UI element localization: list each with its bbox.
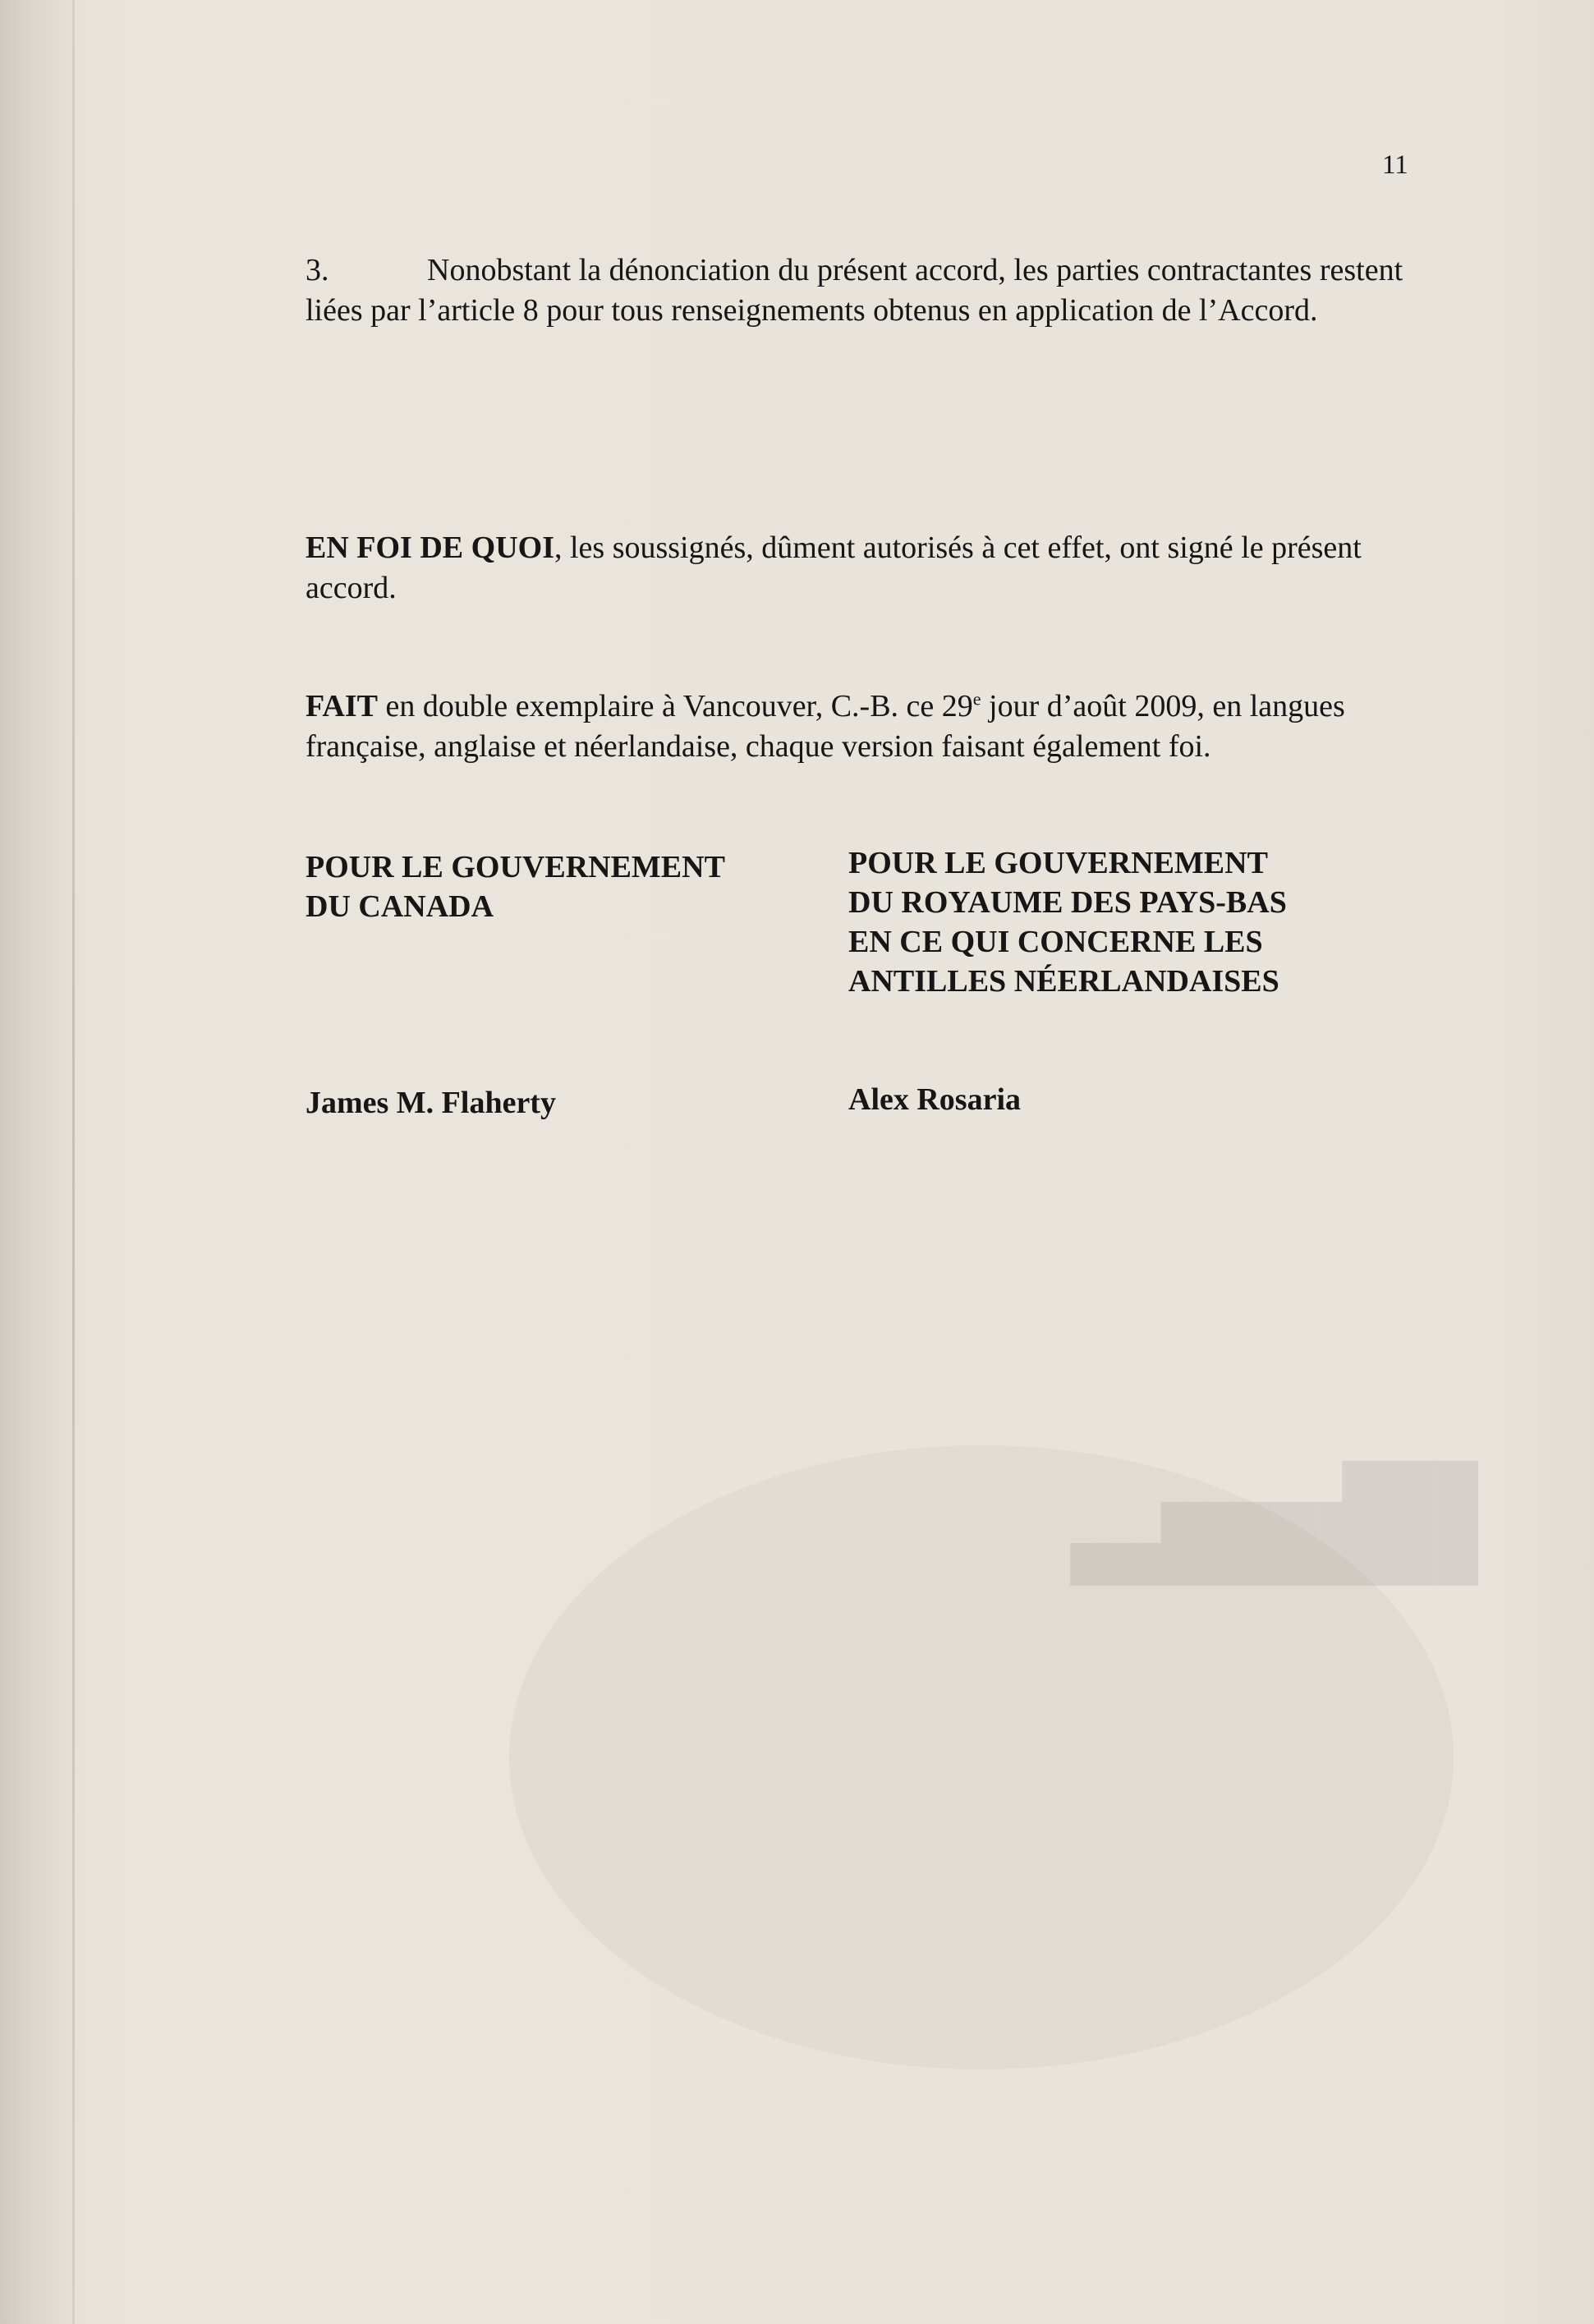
done-text-before: en double exemplaire à Vancouver, C.-B. ce 29: [377, 689, 973, 723]
show-through-ghost: ██████ ██████████████ ██████████████████: [1070, 1461, 1478, 1586]
signature-heading-line: DU CANADA: [305, 889, 494, 924]
clause-3: [305, 250, 1414, 331]
signature-block-netherlands: [848, 843, 1287, 1001]
signatory-name-canada: James M. Flaherty: [305, 1086, 556, 1120]
done-clause: [305, 687, 1414, 767]
signature-block-canada: [305, 847, 725, 926]
signature-heading-line: POUR LE GOUVERNEMENT: [305, 850, 725, 884]
signatory-name-netherlands: Alex Rosaria: [848, 1082, 1022, 1117]
clause-3-text: Nonobstant la dénonciation du présent accord, les parties contractantes restent liées par l’article 8 pour tous renseignements obtenus en application de l’Accord.: [305, 253, 1403, 328]
signature-heading-line: DU ROYAUME DES PAYS-BAS: [848, 885, 1287, 920]
signature-heading-line: ANTILLES NÉERLANDAISES: [848, 964, 1279, 999]
clause-number: 3.: [305, 253, 329, 287]
done-text-after: jour d’août 2009, en langues française, anglaise et néerlandaise, chaque version faisant également foi.: [305, 689, 1345, 764]
witness-text: , les soussignés, dûment autorisés à cet effet, ont signé le présent accord.: [305, 530, 1362, 605]
page-number: 11: [1382, 150, 1408, 180]
done-heading: FAIT: [305, 689, 378, 723]
witness-heading: EN FOI DE QUOI: [305, 530, 554, 565]
witness-clause: [305, 528, 1414, 609]
binding-gutter: [72, 0, 75, 2324]
signature-heading-line: EN CE QUI CONCERNE LES: [848, 925, 1263, 959]
signature-heading-line: POUR LE GOUVERNEMENT: [848, 846, 1268, 880]
ordinal-superscript: e: [972, 688, 981, 710]
